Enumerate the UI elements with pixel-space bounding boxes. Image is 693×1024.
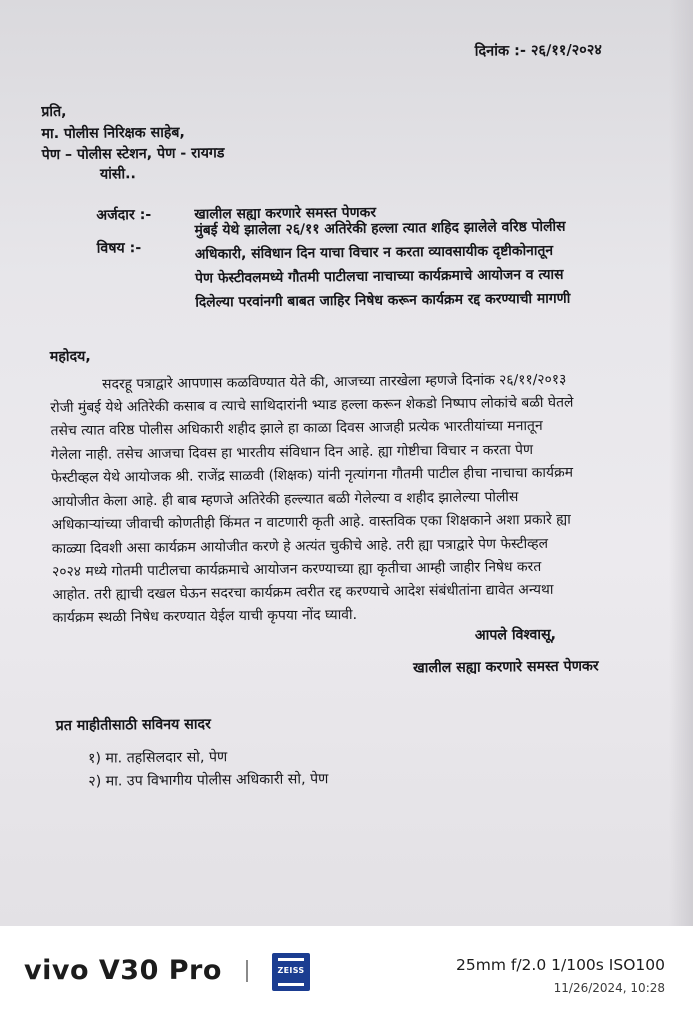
body-line-11: कार्यक्रम स्थळी निषेध करण्यात येईल याची कृपया नोंद घ्यावी. — [52, 606, 358, 627]
zeiss-logo-text: ZEISS — [277, 966, 305, 975]
to-line-3: पेण – पोलीस स्टेशन, पेण - रायगड — [41, 145, 225, 164]
subject-line-1: मुंबई येथे झालेला २६/११ अतिरेकी हल्ला त्यात शहिद झालेले वरिष्ठ पोलीस — [194, 218, 566, 239]
subject-label: विषय :- — [96, 240, 142, 257]
copy-item-2: २) मा. उप विभागीय पोलीस अधिकारी सो, पेण — [88, 771, 329, 790]
to-line-2: मा. पोलीस निरिक्षक साहेब, — [41, 124, 185, 143]
body-line-9: २०२४ मध्ये गोतमी पाटीलचा कार्यक्रमाचे आयोजन करण्याच्या ह्या कृतीचा आम्ही जाहीर निषेध करत — [52, 558, 542, 581]
to-line-1: प्रति, — [41, 103, 67, 121]
to-line-4: यांसी.. — [99, 166, 136, 183]
brand-divider — [246, 960, 248, 982]
applicant-value: खालील सह्या करणारे समस्त पेणकर — [194, 204, 377, 223]
body-line-7: अधिकाऱ्यांच्या जीवाची कोणतीही किंमत न वाटणारी कृती आहे. वास्तविक एका शिक्षकाने अशा प्रकारे ह्या — [51, 511, 571, 534]
photo-timestamp: 11/26/2024, 10:28 — [553, 981, 665, 995]
camera-brand: vivo V30 Pro — [24, 955, 222, 986]
copy-item-1: १) मा. तहसिलदार सो, पेण — [87, 749, 228, 767]
body-line-10: आहोत. तरी ह्याची दखल घेऊन सदरचा कार्यक्रम त्वरीत रद्द करण्याचे आदेश संबंधीतांना द्यावेत अन्यथा — [52, 581, 554, 604]
applicant-label: अर्जदार :- — [96, 207, 152, 224]
subject-line-4: दिलेल्या परवांनगी बाबत जाहिर निषेध करून कार्यक्रम रद्द करण्याची मागणी — [195, 290, 571, 311]
subject-line-2: अधिकारी, संविधान दिन याचा विचार न करता व्यावसायीक दृष्टीकोनातून — [194, 242, 554, 263]
closing: आपले विश्वासू, — [474, 626, 557, 644]
zeiss-logo-icon — [272, 953, 310, 991]
body-line-2: रोजी मुंबई येथे अतिरेकी कसाब व त्याचे साथिदारांनी भ्याड हल्ला करून शेकडो निष्पाप लोकांचे बळी घेतले — [50, 394, 574, 417]
body-line-3: तसेच त्यात वरिष्ठ पोलीस अधिकारी शहीद झाले हा काळा दिवस आजही प्रत्येक भारतीयांच्या मनातून — [50, 417, 543, 440]
body-line-5: फेस्टीव्हल येथे आयोजक श्री. राजेंद्र साळवी (शिक्षक) यांनी नृत्यांगना गौतमी पाटील हीचा नाचाचा कार्यक्रम — [51, 464, 574, 487]
body-line-8: काळ्या दिवशी असा कार्यक्रम आयोजीत करणे हे अत्यंत चुकीचे आहे. तरी ह्या पत्राद्वारे पेण फेस्टीव्हल — [51, 535, 549, 558]
signature-line: खालील सह्या करणारे समस्त पेणकर — [413, 658, 599, 677]
body-line-4: गेलेला नाही. तसेच आजचा दिवस हा भारतीय संविधान दिन आहे. ह्या गोष्टीचा विचार न करता पेण — [50, 442, 534, 464]
copy-heading: प्रत माहीतीसाठी सविनय सादर — [55, 716, 211, 735]
body-line-6: आयोजीत केला आहे. ही बाब म्हणजे अतिरेकी हल्ल्यात बळी गेलेल्या व शहीद झालेल्या पोलीस — [51, 489, 519, 511]
salutation: महोदय, — [49, 348, 91, 366]
body-line-1: सदरहू पत्राद्वारे आपणास कळविण्यात येते की, आजच्या तारखेला म्हणजे दिनांक २६/११/२०१३ — [102, 371, 567, 393]
exif-info: 25mm f/2.0 1/100s ISO100 — [456, 956, 665, 974]
letter-date: दिनांक :- २६/११/२०२४ — [474, 42, 602, 60]
subject-line-3: पेण फेस्टीवलमध्ये गौतमी पाटीलचा नाचाच्या कार्यक्रमाचे आयोजन व त्यास — [194, 266, 564, 287]
